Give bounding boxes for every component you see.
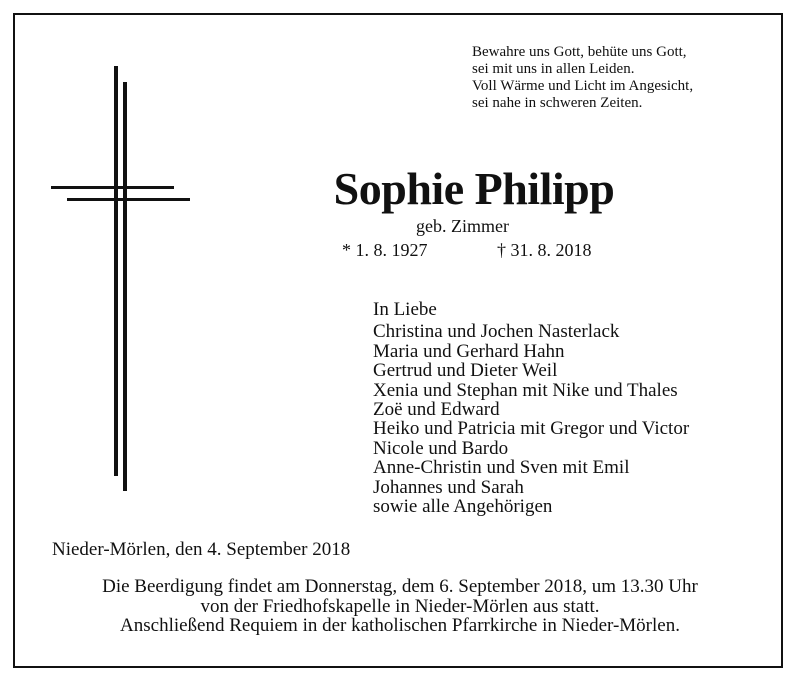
mourners-intro: In Liebe <box>373 299 437 320</box>
mourner-entry: Gertrud und Dieter Weil <box>373 360 558 382</box>
funeral-line: von der Friedhofskapelle in Nieder-Mörlen aus statt. <box>200 595 600 617</box>
mourner-entry: Maria und Gerhard Hahn <box>373 340 565 362</box>
maiden-name: geb. Zimmer <box>416 216 509 236</box>
mourners-list <box>373 300 689 516</box>
mourner-entry: Zoë und Edward <box>373 399 500 421</box>
mourner-entry: Heiko und Patricia mit Gregor und Victor <box>373 418 690 440</box>
verse-line: Bewahre uns Gott, behüte uns Gott, <box>472 44 687 60</box>
verse-line: sei nahe in schweren Zeiten. <box>472 95 643 111</box>
mourner-entry: Christina und Jochen Nasterlack <box>373 321 620 343</box>
verse-line: Voll Wärme und Licht im Angesicht, <box>472 78 694 94</box>
mourner-entry: Xenia und Stephan mit Nike und Thales <box>373 379 678 401</box>
mourner-entry: Nicole und Bardo <box>373 437 509 459</box>
cross-vertical-bar-right <box>123 82 127 491</box>
place-and-date: Nieder-Mörlen, den 4. September 2018 <box>52 539 351 560</box>
birth-date: * 1. 8. 1927 <box>342 240 428 260</box>
mourner-entry: Johannes und Sarah <box>373 476 524 498</box>
bible-verse <box>472 44 693 112</box>
death-date: † 31. 8. 2018 <box>497 240 592 260</box>
deceased-name: Sophie Philipp <box>333 163 615 214</box>
mourner-entry: Anne-Christin und Sven mit Emil <box>373 457 630 479</box>
funeral-details <box>0 577 800 636</box>
funeral-line: Die Beerdigung findet am Donnerstag, dem 6. September 2018, um 13.30 Uhr <box>102 576 698 597</box>
funeral-line: Anschließend Requiem in der katholischen Pfarrkirche in Nieder-Mörlen. <box>120 615 680 636</box>
mourner-entry: sowie alle Angehörigen <box>373 496 553 518</box>
verse-line: sei mit uns in allen Leiden. <box>472 61 635 77</box>
cross-vertical-bar-left <box>114 66 118 476</box>
